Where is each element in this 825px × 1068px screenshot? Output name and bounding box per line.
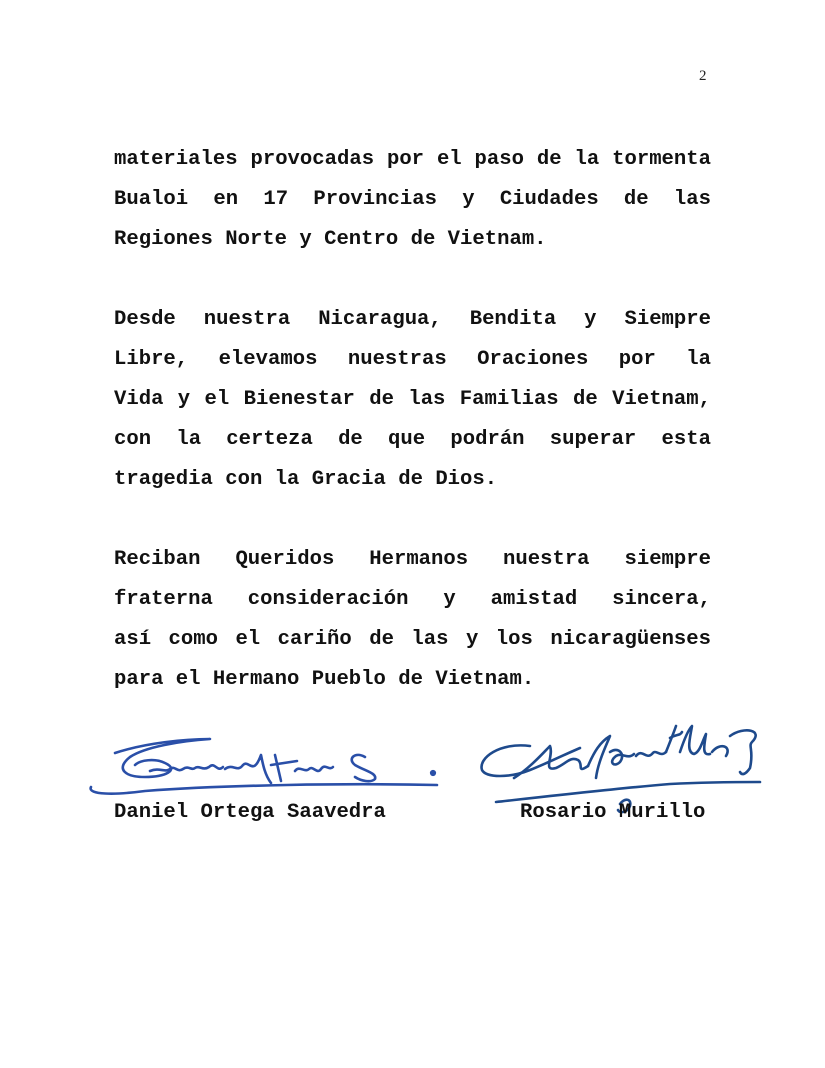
text-line: Desde nuestra Nicaragua, Bendita y Siempre	[114, 308, 711, 331]
paragraph-1	[114, 140, 711, 260]
text-line: fraterna consideración y amistad sincera,	[114, 588, 711, 611]
text-line: materiales provocadas por el paso de la tormenta	[114, 148, 711, 171]
text-line: Bualoi en 17 Provincias y Ciudades de las	[114, 188, 711, 211]
text-line: así como el cariño de las y los nicaragüenses	[114, 628, 711, 651]
text-line: Regiones Norte y Centro de Vietnam.	[114, 228, 547, 251]
text-line: Vida y el Bienestar de las Familias de Vietnam,	[114, 388, 711, 411]
signature-daniel-ortega	[85, 725, 445, 805]
text-line: tragedia con la Gracia de Dios.	[114, 468, 498, 491]
text-line: con la certeza de que podrán superar esta	[114, 428, 711, 451]
text-line: para el Hermano Pueblo de Vietnam.	[114, 668, 535, 691]
signatory-name-rosario-murillo: Rosario Murillo	[520, 801, 706, 824]
paragraph-2	[114, 300, 711, 500]
letter-body	[114, 140, 711, 740]
paragraph-3	[114, 540, 711, 700]
text-line: Reciban Queridos Hermanos nuestra siempre	[114, 548, 711, 571]
signatory-name-daniel-ortega: Daniel Ortega Saavedra	[114, 801, 386, 824]
page-number: 2	[699, 68, 707, 84]
text-line: Libre, elevamos nuestras Oraciones por la	[114, 348, 711, 371]
